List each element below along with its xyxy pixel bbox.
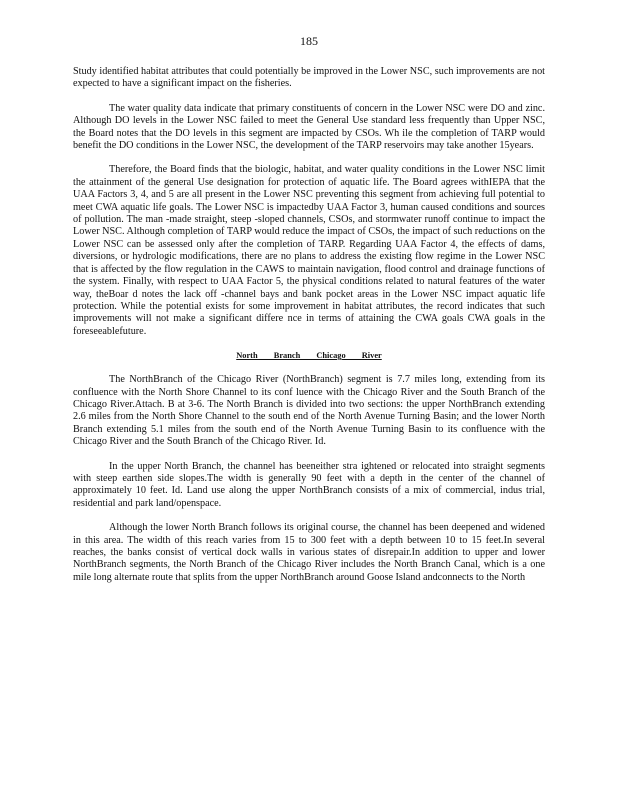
paragraph-1: Study identified habitat attributes that could potentially be improved in the Lower NSC, such improvements are not expected to have a significant impact on the fisheries.: [73, 66, 545, 90]
body-text: [73, 66, 545, 596]
page-number: 185: [300, 34, 318, 48]
paragraph-4: The NorthBranch of the Chicago River (NorthBranch) segment is 7.7 miles long, extending from its confluence with the North Shore Channel to its conf luence with the Chicago River and the South Branch of the Chicago River.Attach. B at 3-6. The North Branch is divided into two sections: the upper NorthBranch extending 2.6 miles from the North Shore Channel to the south end of the North Avenue Turning Basin; and the lower North Branch extending 5.1 miles from the south end of the North Avenue Turning Basin to its confluence with the Chicago River and the South Branch of the Chicago River. Id.: [73, 374, 545, 448]
paragraph-6: Although the lower North Branch follows its original course, the channel has been deepened and widened in this area. The width of this reach varies from 15 to 300 feet with a depth between 10 to 15 feet.In several reaches, the banks consist of vertical dock walls in various states of disrepair.In addition to upper and lower NorthBranch segments, the North Branch of the Chicago River includes the North Branch Canal, which is a one mile long alternate route that splits from the upper NorthBranch around Goose Island andconnects to the North: [73, 522, 545, 583]
section-heading: North Branch Chicago River: [236, 351, 382, 361]
paragraph-3: Therefore, the Board finds that the biologic, habitat, and water quality conditions in the Lower NSC limit the attainment of the general Use designation for protection of aquatic life. The Board agrees withIEPA that the UAA Factors 3, 4, and 5 are all present in the Lower NSC preventing this segment from achieving full potential to meet CWA aquatic life goals. The Lower NSC is impactedby UAA Factor 3, human caused conditions and sources of pollution. The man -made straight, steep -sloped channels, CSOs, and stormwater runoff continue to impact the Lower NSC. Although completion of TARP would reduce the impact of CSOs, the impact of such reductions on the Lower NSC can be assessed only after the completion of TARP. Regarding UAA Factor 4, the effects of dams, diversions, or hydrologic modifications, there are no plans to address the existing flow regime in the Lower NSC that is affected by the flow regulation in the CAWS to maintain navigation, flood control and drainage functions of the system. Finally, with respect to UAA Factor 5, the physical conditions related to natural features of the water way, theBoar d notes the lack off -channel bays and bank pocket areas in the Lower NSC impact aquatic life protection. While the potential exists for some improvement in habitat attributes, the record indicates that such improvements will not make a significant differe nce in terms of attaining the CWA goals CWA goals in the foreseeablefuture.: [73, 164, 545, 337]
paragraph-5: In the upper North Branch, the channel has beeneither stra ightened or relocated into straight segments with steep earthen side slopes.The width is generally 90 feet with a depth in the center of the channel of approximately 10 feet. Id. Land use along the upper NorthBranch consists of a mix of commercial, indus trial, residential and park land/openspace.: [73, 460, 545, 509]
paragraph-2: The water quality data indicate that primary constituents of concern in the Lower NSC were DO and zinc. Although DO levels in the Lower NSC failed to meet the General Use standard less frequently than Upper NSC, the Board notes that the DO levels in this segment are impacted by CSOs. Wh ile the completion of TARP would benefit the DO conditions in the Lower NSC, the development of the TARP reservoirs may take another 15years.: [73, 102, 545, 152]
